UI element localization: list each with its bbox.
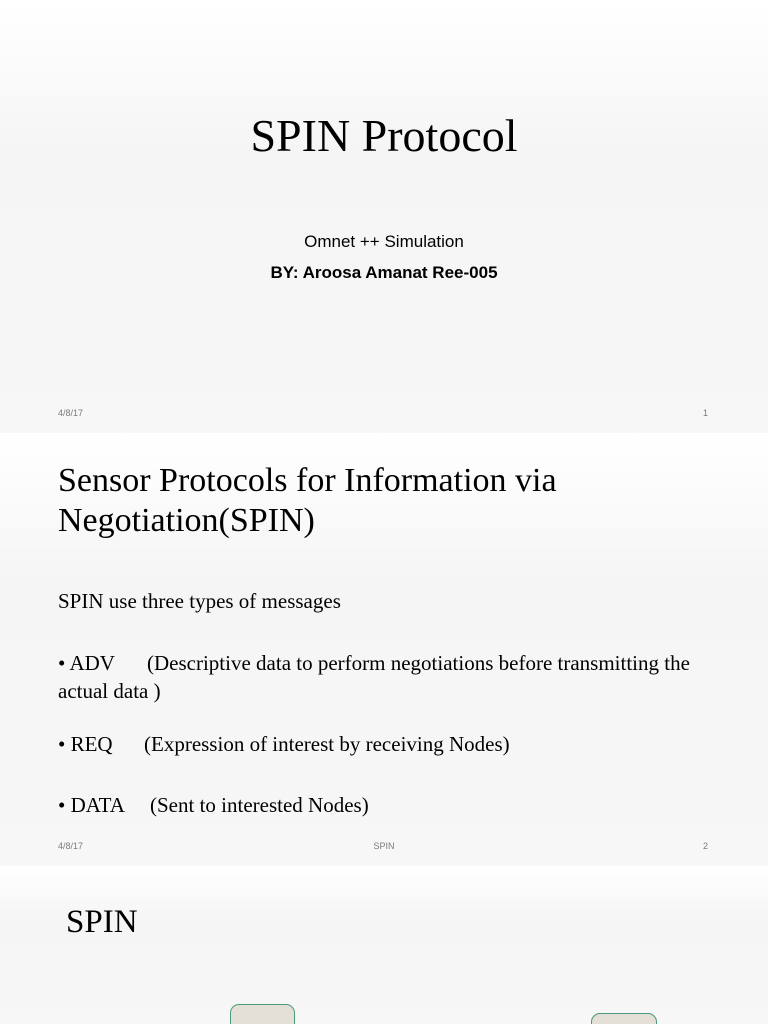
bullet-req	[58, 730, 718, 758]
slide-title: SPIN	[66, 904, 138, 940]
slide-title: Sensor Protocols for Information via Negotiation(SPIN)	[58, 462, 557, 539]
slide-subtitle: Omnet ++ Simulation	[304, 232, 464, 251]
footer-page-number: 2	[702, 841, 708, 851]
footer-page-number: 1	[702, 408, 708, 418]
bullet-term: • DATA	[58, 793, 125, 817]
footer-date: 4/8/17	[58, 408, 84, 418]
footer-center-label: SPIN	[373, 841, 395, 851]
bullet-description: (Descriptive data to perform negotiations before transmitting the actual data )	[58, 651, 696, 703]
sensor-node	[591, 1013, 657, 1024]
slide-1	[0, 0, 768, 433]
footer-date: 4/8/17	[58, 841, 84, 851]
slide-title: SPIN Protocol	[250, 110, 518, 161]
sensor-node	[230, 1004, 295, 1024]
bullet-term: • ADV	[58, 651, 115, 675]
author-line: BY: Aroosa Amanat Ree-005	[270, 263, 498, 282]
slide-intro: SPIN use three types of messages	[58, 589, 341, 613]
bullet-adv	[58, 649, 718, 705]
slide-2	[0, 433, 768, 866]
slide-3	[0, 866, 768, 1024]
bullet-description: (Sent to interested Nodes)	[150, 793, 369, 817]
bullet-description: (Expression of interest by receiving Nodes)	[144, 732, 510, 756]
bullet-data	[58, 791, 718, 819]
bullet-term: • REQ	[58, 732, 113, 756]
